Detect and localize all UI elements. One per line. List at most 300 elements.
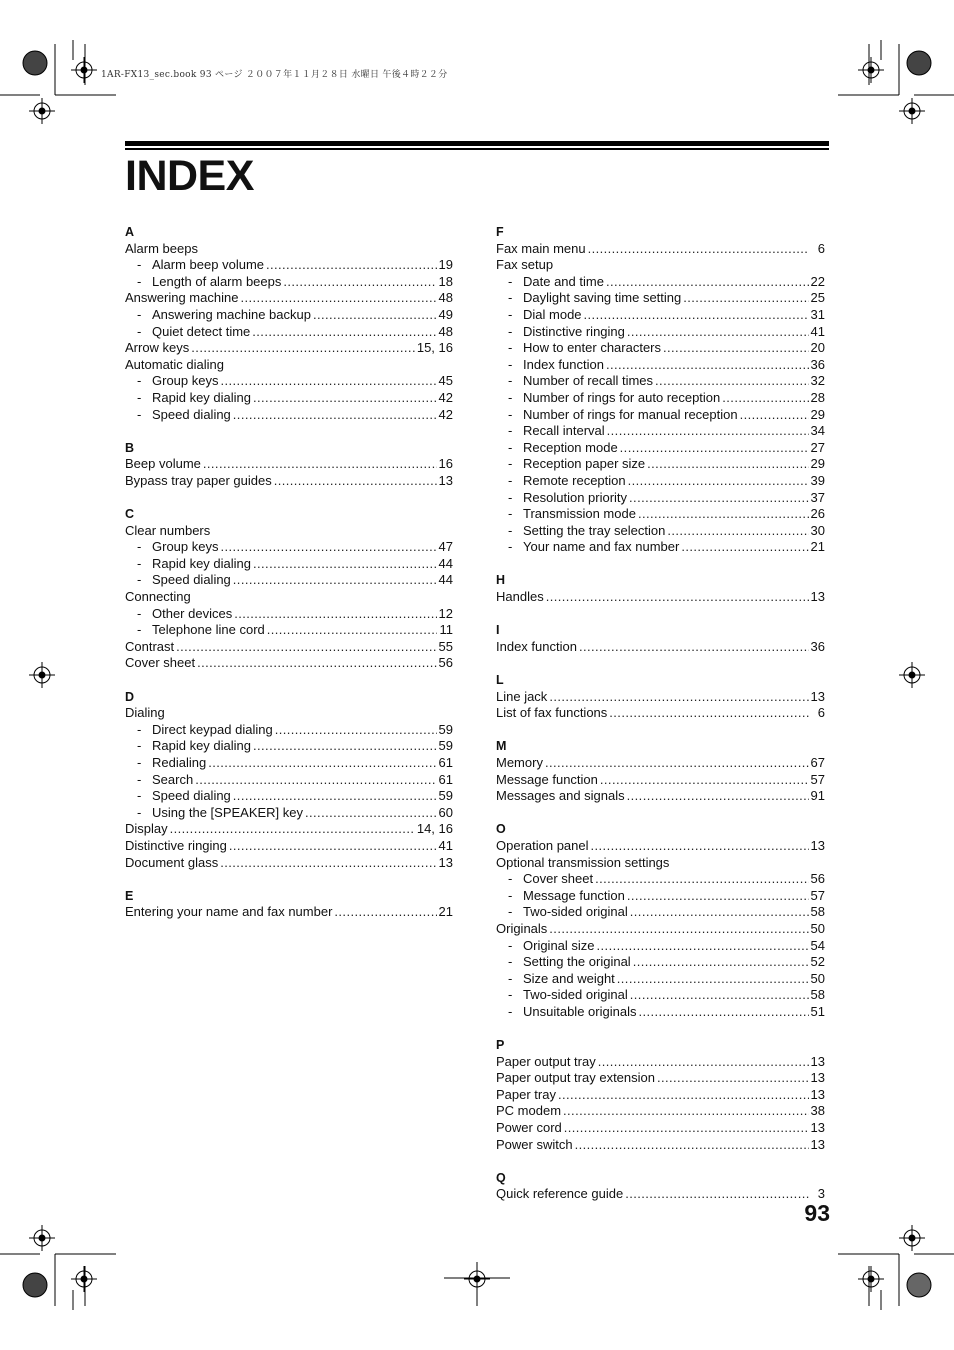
- subentry-dash: -: [508, 373, 513, 389]
- entry-page: 67: [810, 755, 825, 770]
- dot-leader: [630, 904, 809, 921]
- entry-label: Index function: [496, 638, 577, 654]
- subentry-dash: -: [137, 555, 142, 571]
- dot-leader: [638, 506, 809, 523]
- index-entry: [125, 821, 453, 838]
- dot-leader: [191, 340, 415, 357]
- entry-label: Speed dialing: [152, 788, 231, 804]
- entry-page: 29: [810, 406, 825, 422]
- entry-label: Contrast: [125, 638, 175, 654]
- entry-page: 50: [810, 970, 825, 986]
- dot-leader: [266, 257, 437, 274]
- entry-label: Quick reference guide: [496, 1186, 624, 1202]
- entry-label: Your name and fax number: [523, 539, 680, 555]
- entry-label: Direct keypad dialing: [152, 721, 273, 737]
- entry-label: Rapid key dialing: [152, 555, 252, 571]
- subentry-dash: -: [508, 904, 513, 920]
- entry-label: Number of recall times: [523, 373, 654, 389]
- subentry-dash: -: [508, 423, 513, 439]
- entry-label: Dialing: [125, 705, 165, 721]
- entry-label: PC modem: [496, 1103, 562, 1119]
- entry-label: Two-sided original: [523, 987, 628, 1003]
- dot-leader: [558, 1087, 809, 1104]
- entry-label: Reception paper size: [523, 456, 646, 472]
- index-entry: [125, 655, 453, 672]
- index-subentry: [125, 788, 453, 805]
- dot-leader: [657, 1070, 809, 1087]
- entry-page: 13: [810, 1086, 825, 1102]
- index-subentry: [496, 357, 825, 374]
- entry-page: 13: [438, 472, 453, 488]
- index-section-l: [496, 669, 825, 722]
- dot-leader: [267, 622, 437, 639]
- entry-label: Dial mode: [523, 306, 582, 322]
- subentry-dash: -: [508, 970, 513, 986]
- index-entry: [125, 340, 453, 357]
- index-entry: [496, 1103, 825, 1120]
- index-entry: [496, 1186, 825, 1203]
- entry-page: 6: [817, 705, 825, 721]
- entry-page: 22: [810, 273, 825, 289]
- index-subentry: [125, 390, 453, 407]
- dot-leader: [627, 888, 809, 905]
- section-letter: D: [125, 689, 135, 704]
- entry-label: Original size: [523, 937, 595, 953]
- subentry-dash: -: [508, 937, 513, 953]
- subentry-dash: -: [508, 871, 513, 887]
- dot-leader: [220, 373, 436, 390]
- dot-leader: [620, 440, 809, 457]
- index-subentry: [496, 274, 825, 291]
- index-subentry: [125, 539, 453, 556]
- dot-leader: [591, 838, 809, 855]
- dot-leader: [617, 971, 809, 988]
- section-letter: A: [125, 225, 135, 239]
- entry-label: Alarm beep volume: [152, 257, 264, 273]
- entry-page: 45: [438, 373, 453, 389]
- entry-page: 61: [438, 755, 453, 770]
- entry-label: Remote reception: [523, 472, 626, 488]
- entry-label: Speed dialing: [152, 406, 231, 422]
- entry-page: 58: [810, 987, 825, 1003]
- section-letter: P: [496, 1038, 505, 1053]
- index-section-o: [496, 818, 825, 1020]
- entry-page: 61: [438, 771, 453, 787]
- index-entry: [496, 1137, 825, 1154]
- index-section-d: [125, 686, 453, 872]
- dot-leader: [233, 788, 437, 805]
- index-subentry: [125, 373, 453, 390]
- dot-leader: [253, 390, 437, 407]
- entry-page: 42: [438, 406, 453, 422]
- entry-label: Memory: [496, 755, 543, 770]
- entry-page: 56: [810, 871, 825, 887]
- entry-label: Size and weight: [523, 970, 615, 986]
- index-entry: [125, 589, 453, 606]
- entry-label: Distinctive ringing: [523, 323, 625, 339]
- dot-leader: [609, 705, 809, 722]
- index-subentry: [125, 755, 453, 772]
- entry-label: Fax setup: [496, 257, 554, 273]
- entry-label: Rapid key dialing: [152, 738, 252, 754]
- entry-page: 13: [810, 1136, 825, 1152]
- entry-page: 59: [438, 788, 453, 804]
- subentry-dash: -: [137, 389, 142, 405]
- index-subentry: [125, 738, 453, 755]
- entry-page: 57: [810, 887, 825, 903]
- entry-page: 19: [438, 257, 453, 273]
- dot-leader: [740, 407, 809, 424]
- subentry-dash: -: [508, 987, 513, 1003]
- dot-leader: [203, 456, 437, 473]
- index-subentry: [496, 1004, 825, 1021]
- entry-label: Transmission mode: [523, 506, 636, 522]
- section-letter: F: [496, 225, 504, 239]
- section-letter: B: [125, 440, 135, 455]
- index-subentry: [496, 407, 825, 424]
- entry-label: Group keys: [152, 373, 219, 389]
- dot-leader: [606, 357, 809, 374]
- entry-page: 28: [810, 389, 825, 405]
- index-subentry: [496, 490, 825, 507]
- entry-page: 20: [810, 340, 825, 356]
- dot-leader: [655, 373, 808, 390]
- entry-page: 29: [810, 456, 825, 472]
- entry-label: Connecting: [125, 589, 191, 605]
- index-entry: [125, 473, 453, 490]
- index-subentry: [496, 971, 825, 988]
- entry-page: 26: [810, 506, 825, 522]
- subentry-dash: -: [137, 738, 142, 754]
- entry-label: Daylight saving time setting: [523, 290, 682, 306]
- entry-page: 13: [810, 688, 825, 704]
- dot-leader: [195, 772, 436, 789]
- entry-page: 36: [810, 638, 825, 654]
- subentry-dash: -: [508, 356, 513, 372]
- entry-page: 41: [438, 837, 453, 853]
- dot-leader: [630, 987, 809, 1004]
- dot-leader: [722, 390, 808, 407]
- index-entry: [496, 1087, 825, 1104]
- index-section-c: [125, 503, 453, 672]
- entry-page: 36: [810, 356, 825, 372]
- entry-label: Paper output tray: [496, 1053, 596, 1069]
- entry-label: Cover sheet: [125, 655, 196, 671]
- entry-label: Answering machine backup: [152, 306, 311, 322]
- dot-leader: [633, 954, 809, 971]
- subentry-dash: -: [508, 273, 513, 289]
- subentry-dash: -: [137, 539, 142, 555]
- dot-leader: [606, 274, 809, 291]
- entry-label: How to enter characters: [523, 340, 662, 356]
- index-subentry: [496, 307, 825, 324]
- entry-label: Resolution priority: [523, 489, 628, 505]
- index-entry: [496, 838, 825, 855]
- dot-leader: [546, 589, 809, 606]
- index-subentry: [496, 506, 825, 523]
- page-number: 93: [804, 1200, 830, 1226]
- entry-page: 59: [438, 721, 453, 737]
- entry-label: Optional transmission settings: [496, 854, 670, 870]
- entry-page: 44: [438, 572, 453, 588]
- entry-label: Message function: [523, 887, 625, 903]
- dot-leader: [313, 307, 437, 324]
- entry-page: 15, 16: [416, 340, 453, 356]
- index-entry: [496, 589, 825, 606]
- entry-page: 59: [438, 738, 453, 754]
- dot-leader: [283, 274, 436, 291]
- subentry-dash: -: [137, 257, 142, 273]
- entry-label: Cover sheet: [523, 871, 594, 887]
- dot-leader: [647, 456, 808, 473]
- index-subentry: [125, 407, 453, 424]
- entry-page: 49: [438, 306, 453, 322]
- entry-label: Telephone line cord: [152, 622, 265, 638]
- dot-leader: [597, 938, 809, 955]
- entry-label: Fax main menu: [496, 240, 586, 256]
- dot-leader: [197, 655, 436, 672]
- entry-label: Paper output tray extension: [496, 1070, 655, 1086]
- index-entry: [496, 788, 825, 805]
- index-entry: [125, 523, 453, 540]
- entry-page: 13: [810, 1053, 825, 1069]
- subentry-dash: -: [508, 306, 513, 322]
- index-entry: [496, 639, 825, 656]
- index-section-q: [496, 1167, 825, 1203]
- entry-page: 13: [810, 589, 825, 605]
- entry-label: Paper tray: [496, 1086, 556, 1102]
- entry-page: 25: [810, 290, 825, 306]
- entry-label: Number of rings for manual reception: [523, 406, 738, 422]
- entry-label: Power cord: [496, 1120, 562, 1136]
- index-subentry: [496, 340, 825, 357]
- entry-label: Using the [SPEAKER] key: [152, 804, 304, 820]
- dot-leader: [234, 606, 436, 623]
- entry-page: 16: [438, 456, 453, 472]
- entry-label: Power switch: [496, 1136, 573, 1152]
- subentry-dash: -: [137, 771, 142, 787]
- entry-label: Group keys: [152, 539, 219, 555]
- entry-label: Operation panel: [496, 837, 589, 853]
- entry-page: 13: [810, 837, 825, 853]
- index-entry: [125, 904, 453, 921]
- dot-leader: [274, 473, 437, 490]
- index-section-p: [496, 1034, 825, 1153]
- index-entry: [496, 855, 825, 872]
- dot-leader: [584, 307, 809, 324]
- dot-leader: [220, 855, 436, 872]
- index-section-i: [496, 619, 825, 655]
- section-letter: O: [496, 822, 506, 837]
- entry-label: Number of rings for auto reception: [523, 389, 721, 405]
- subentry-dash: -: [137, 273, 142, 289]
- entry-label: Handles: [496, 589, 544, 605]
- entry-page: 60: [438, 804, 453, 820]
- entry-label: Automatic dialing: [125, 356, 224, 372]
- entry-page: 14, 16: [416, 821, 453, 837]
- entry-label: List of fax functions: [496, 705, 608, 721]
- dot-leader: [579, 639, 809, 656]
- subentry-dash: -: [137, 323, 142, 339]
- dot-leader: [229, 838, 437, 855]
- entry-page: 56: [438, 655, 453, 671]
- dot-leader: [564, 1120, 809, 1137]
- entry-page: 11: [439, 622, 453, 638]
- index-subentry: [496, 324, 825, 341]
- index-entry: [496, 1120, 825, 1137]
- entry-page: 55: [438, 638, 453, 654]
- entry-label: Search: [152, 771, 194, 787]
- dot-leader: [170, 821, 415, 838]
- entry-page: 37: [810, 489, 825, 505]
- dot-leader: [625, 1186, 809, 1203]
- dot-leader: [667, 523, 808, 540]
- title-rule-thin: [125, 148, 829, 150]
- dot-leader: [253, 738, 437, 755]
- entry-label: Rapid key dialing: [152, 389, 252, 405]
- index-entry: [496, 772, 825, 789]
- subentry-dash: -: [508, 439, 513, 455]
- entry-label: Length of alarm beeps: [152, 273, 282, 289]
- subentry-dash: -: [137, 788, 142, 804]
- subentry-dash: -: [508, 472, 513, 488]
- index-entry: [125, 838, 453, 855]
- index-subentry: [496, 938, 825, 955]
- dot-leader: [549, 689, 808, 706]
- entry-label: Line jack: [496, 688, 548, 704]
- section-letter: C: [125, 507, 135, 522]
- index-subentry: [496, 456, 825, 473]
- dot-leader: [681, 539, 808, 556]
- dot-leader: [627, 324, 809, 341]
- index-section-a: [125, 221, 453, 423]
- page-title: INDEX: [125, 152, 254, 200]
- index-subentry: [496, 423, 825, 440]
- index-entry: [496, 1054, 825, 1071]
- dot-leader: [220, 539, 436, 556]
- subentry-dash: -: [508, 456, 513, 472]
- subentry-dash: -: [508, 489, 513, 505]
- dot-leader: [252, 324, 436, 341]
- entry-label: Alarm beeps: [125, 240, 198, 256]
- index-entry: [496, 1070, 825, 1087]
- entry-page: 48: [438, 323, 453, 339]
- entry-page: 13: [438, 854, 453, 870]
- entry-label: Other devices: [152, 605, 233, 621]
- dot-leader: [588, 241, 809, 258]
- entry-label: Message function: [496, 771, 598, 787]
- index-subentry: [496, 987, 825, 1004]
- dot-leader: [233, 407, 437, 424]
- entry-page: 39: [810, 472, 825, 488]
- index-section-b: [125, 437, 453, 490]
- entry-label: Setting the original: [523, 954, 631, 970]
- subentry-dash: -: [137, 804, 142, 820]
- index-entry: [496, 689, 825, 706]
- subentry-dash: -: [137, 605, 142, 621]
- entry-page: 54: [810, 937, 825, 953]
- index-subentry: [496, 871, 825, 888]
- entry-page: 57: [810, 771, 825, 787]
- dot-leader: [549, 921, 808, 938]
- entry-page: 51: [810, 1003, 825, 1019]
- entry-label: Quiet detect time: [152, 323, 251, 339]
- section-letter: L: [496, 673, 504, 688]
- index-section-f: [496, 221, 825, 556]
- index-subentry: [496, 954, 825, 971]
- subentry-dash: -: [508, 323, 513, 339]
- subentry-dash: -: [508, 340, 513, 356]
- entry-label: Setting the tray selection: [523, 522, 666, 538]
- dot-leader: [545, 755, 809, 772]
- entry-page: 34: [810, 423, 825, 439]
- entry-page: 18: [438, 273, 453, 289]
- entry-page: 42: [438, 389, 453, 405]
- entry-label: Speed dialing: [152, 572, 231, 588]
- dot-leader: [663, 340, 809, 357]
- dot-leader: [233, 572, 437, 589]
- subentry-dash: -: [508, 954, 513, 970]
- entry-label: Unsuitable originals: [523, 1003, 637, 1019]
- entry-page: 12: [438, 605, 453, 621]
- index-entry: [496, 241, 825, 258]
- index-entry: [496, 755, 825, 772]
- entry-page: 50: [810, 920, 825, 936]
- subentry-dash: -: [137, 755, 142, 770]
- index-subentry: [496, 440, 825, 457]
- index-subentry: [496, 523, 825, 540]
- index-entry: [125, 290, 453, 307]
- subentry-dash: -: [137, 406, 142, 422]
- index-subentry: [125, 324, 453, 341]
- dot-leader: [305, 805, 437, 822]
- entry-label: Arrow keys: [125, 340, 190, 356]
- dot-leader: [595, 871, 808, 888]
- subentry-dash: -: [137, 373, 142, 389]
- subentry-dash: -: [508, 506, 513, 522]
- index-subentry: [496, 373, 825, 390]
- entry-label: Bypass tray paper guides: [125, 472, 272, 488]
- entry-label: Distinctive ringing: [125, 837, 227, 853]
- entry-page: 91: [810, 788, 825, 804]
- index-subentry: [496, 290, 825, 307]
- index-subentry: [496, 539, 825, 556]
- subentry-dash: -: [508, 887, 513, 903]
- index-subentry: [125, 257, 453, 274]
- section-letter: M: [496, 739, 507, 754]
- entry-label: Document glass: [125, 854, 219, 870]
- section-letter: I: [496, 623, 500, 638]
- entry-label: Date and time: [523, 273, 604, 289]
- entry-page: 30: [810, 522, 825, 538]
- index-subentry: [496, 888, 825, 905]
- index-section-e: [125, 885, 453, 921]
- entry-page: 27: [810, 439, 825, 455]
- entry-page: 6: [817, 240, 825, 256]
- dot-leader: [563, 1103, 809, 1120]
- index-column-left: [125, 221, 453, 935]
- entry-page: 44: [438, 555, 453, 571]
- index-subentry: [125, 805, 453, 822]
- dot-leader: [176, 639, 436, 656]
- index-subentry: [125, 556, 453, 573]
- index-subentry: [496, 473, 825, 490]
- dot-leader: [240, 290, 436, 307]
- index-entry: [125, 241, 453, 258]
- entry-page: 58: [810, 904, 825, 920]
- entry-label: Originals: [496, 920, 548, 936]
- entry-page: 52: [810, 954, 825, 970]
